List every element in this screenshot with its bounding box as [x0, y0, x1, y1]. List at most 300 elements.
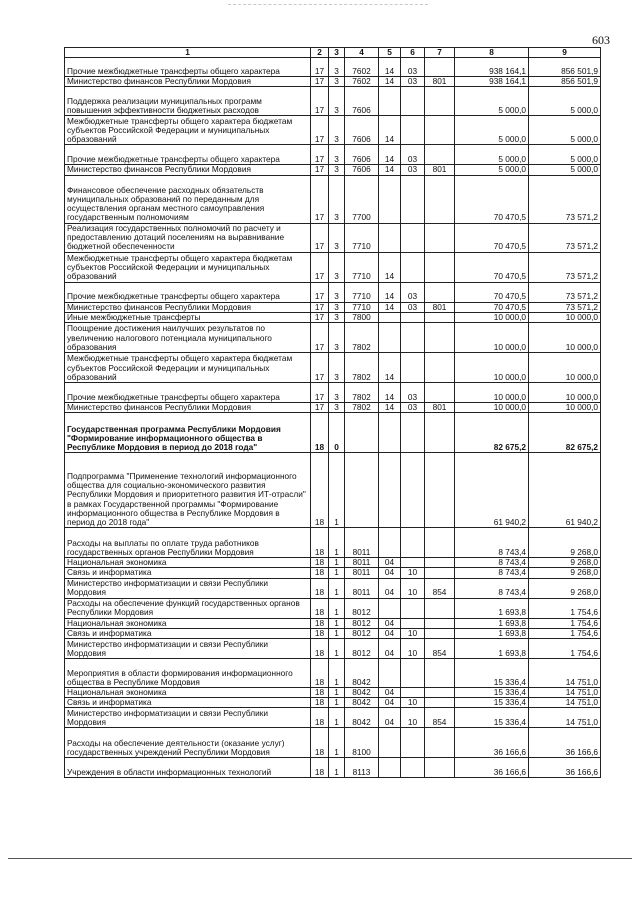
row-code-cell: 8011 — [345, 528, 379, 558]
table-row — [65, 77, 601, 87]
row-code-cell — [425, 87, 455, 116]
row-amount-cell: 61 940,2 — [529, 453, 601, 528]
header-cell: 9 — [529, 48, 601, 58]
row-code-cell — [379, 659, 401, 688]
row-code-cell — [401, 728, 425, 758]
row-amount-cell: 61 940,2 — [455, 453, 529, 528]
row-code-cell — [379, 453, 401, 528]
row-code-cell: 7710 — [345, 282, 379, 302]
table-row — [65, 558, 601, 568]
row-code-cell — [425, 312, 455, 322]
row-name-cell: Межбюджетные трансферты общего характера бюджетам субъектов Российской Федерации и муниципальных образований — [65, 252, 311, 282]
row-code-cell: 1 — [329, 728, 345, 758]
row-name-cell: Межбюджетные трансферты общего характера бюджетам субъектов Российской Федерации и муниципальных образований — [65, 353, 311, 383]
row-code-cell: 7710 — [345, 252, 379, 282]
row-name-cell: Поощрение достижения наилучших результатов по увеличению налогового потенциала муниципального образования — [65, 323, 311, 353]
row-code-cell: 8011 — [345, 578, 379, 598]
row-code-cell — [401, 175, 425, 223]
row-code-cell: 8100 — [345, 728, 379, 758]
row-code-cell: 18 — [311, 688, 329, 698]
row-code-cell: 8012 — [345, 598, 379, 618]
row-code-cell — [379, 223, 401, 252]
row-amount-cell: 73 571,2 — [529, 175, 601, 223]
table-row — [65, 708, 601, 728]
row-amount-cell: 36 166,6 — [529, 758, 601, 778]
row-amount-cell: 36 166,6 — [455, 758, 529, 778]
row-name-cell: Министерство финансов Республики Мордовия — [65, 77, 311, 87]
row-code-cell — [401, 223, 425, 252]
row-amount-cell: 70 470,5 — [455, 175, 529, 223]
row-code-cell: 18 — [311, 639, 329, 659]
row-code-cell — [379, 728, 401, 758]
row-name-cell: Национальная экономика — [65, 618, 311, 628]
row-code-cell: 18 — [311, 578, 329, 598]
row-name-cell: Прочие межбюджетные трансферты общего характера — [65, 145, 311, 165]
row-code-cell: 7802 — [345, 383, 379, 403]
row-amount-cell: 5 000,0 — [455, 116, 529, 145]
row-amount-cell: 82 675,2 — [455, 413, 529, 453]
row-code-cell: 8113 — [345, 758, 379, 778]
row-code-cell: 18 — [311, 698, 329, 708]
row-code-cell: 3 — [329, 353, 345, 383]
row-code-cell: 03 — [401, 165, 425, 175]
row-code-cell — [425, 528, 455, 558]
table-row — [65, 282, 601, 302]
row-amount-cell: 9 268,0 — [529, 578, 601, 598]
row-code-cell: 3 — [329, 175, 345, 223]
table-row — [65, 302, 601, 312]
row-code-cell: 8042 — [345, 659, 379, 688]
row-amount-cell: 70 470,5 — [455, 282, 529, 302]
row-code-cell: 14 — [379, 58, 401, 77]
header-cell: 8 — [455, 48, 529, 58]
row-code-cell: 04 — [379, 568, 401, 578]
row-code-cell — [425, 568, 455, 578]
row-amount-cell: 5 000,0 — [455, 87, 529, 116]
row-code-cell — [379, 758, 401, 778]
table-header-row — [65, 48, 601, 58]
row-code-cell: 17 — [311, 312, 329, 322]
row-name-cell: Министерство финансов Республики Мордовия — [65, 302, 311, 312]
row-code-cell: 1 — [329, 598, 345, 618]
table-row — [65, 639, 601, 659]
row-code-cell — [345, 413, 379, 453]
row-code-cell: 8012 — [345, 628, 379, 638]
row-code-cell: 7700 — [345, 175, 379, 223]
row-code-cell: 04 — [379, 698, 401, 708]
row-code-cell: 14 — [379, 403, 401, 413]
row-code-cell — [425, 413, 455, 453]
row-amount-cell: 36 166,6 — [455, 728, 529, 758]
row-code-cell — [401, 413, 425, 453]
row-code-cell: 18 — [311, 758, 329, 778]
row-code-cell — [401, 252, 425, 282]
row-code-cell: 3 — [329, 87, 345, 116]
row-amount-cell: 9 268,0 — [529, 568, 601, 578]
table-row — [65, 58, 601, 77]
row-amount-cell: 10 000,0 — [455, 353, 529, 383]
header-cell: 6 — [401, 48, 425, 58]
row-amount-cell: 10 000,0 — [529, 323, 601, 353]
row-name-cell: Расходы на обеспечение деятельности (оказание услуг) государственных учреждений Республики Мордовия — [65, 728, 311, 758]
row-amount-cell: 14 751,0 — [529, 659, 601, 688]
row-code-cell: 14 — [379, 383, 401, 403]
row-code-cell: 17 — [311, 87, 329, 116]
row-code-cell — [425, 223, 455, 252]
table-row — [65, 403, 601, 413]
header-cell: 3 — [329, 48, 345, 58]
table-row — [65, 413, 601, 453]
row-amount-cell: 10 000,0 — [455, 383, 529, 403]
row-code-cell: 17 — [311, 116, 329, 145]
row-code-cell — [425, 383, 455, 403]
row-amount-cell: 70 470,5 — [455, 223, 529, 252]
row-code-cell: 7802 — [345, 323, 379, 353]
row-code-cell: 801 — [425, 302, 455, 312]
row-name-cell: Учреждения в области информационных технологий — [65, 758, 311, 778]
row-code-cell: 1 — [329, 528, 345, 558]
row-code-cell: 04 — [379, 578, 401, 598]
row-code-cell — [401, 659, 425, 688]
row-amount-cell: 73 571,2 — [529, 252, 601, 282]
table-row — [65, 145, 601, 165]
row-name-cell: Мероприятия в области формирования информационного общества в Республике Мордовия — [65, 659, 311, 688]
row-name-cell: Иные межбюджетные трансферты — [65, 312, 311, 322]
header-cell: 7 — [425, 48, 455, 58]
row-code-cell: 17 — [311, 323, 329, 353]
table-row — [65, 312, 601, 322]
row-name-cell: Министерство информатизации и связи Республики Мордовия — [65, 708, 311, 728]
row-code-cell — [425, 282, 455, 302]
row-code-cell: 1 — [329, 639, 345, 659]
row-code-cell: 17 — [311, 223, 329, 252]
row-code-cell: 1 — [329, 558, 345, 568]
row-code-cell — [401, 116, 425, 145]
row-code-cell — [401, 353, 425, 383]
row-code-cell — [425, 58, 455, 77]
row-code-cell — [401, 618, 425, 628]
row-code-cell: 10 — [401, 568, 425, 578]
row-code-cell: 17 — [311, 77, 329, 87]
row-code-cell: 18 — [311, 453, 329, 528]
table-row — [65, 353, 601, 383]
row-code-cell — [425, 618, 455, 628]
row-amount-cell: 15 336,4 — [455, 708, 529, 728]
page-bottom-rule — [8, 858, 632, 859]
row-code-cell: 14 — [379, 353, 401, 383]
row-code-cell: 801 — [425, 165, 455, 175]
row-name-cell: Государственная программа Республики Мордовия "Формирование информационного общества в Республике Мордовия в период до 2018 года" — [65, 413, 311, 453]
table-row — [65, 87, 601, 116]
row-amount-cell: 1 754,6 — [529, 628, 601, 638]
budget-table — [64, 47, 601, 778]
row-code-cell: 14 — [379, 77, 401, 87]
row-code-cell: 18 — [311, 628, 329, 638]
row-code-cell: 8011 — [345, 558, 379, 568]
header-cell: 5 — [379, 48, 401, 58]
row-code-cell: 04 — [379, 628, 401, 638]
row-code-cell: 1 — [329, 758, 345, 778]
row-code-cell: 3 — [329, 323, 345, 353]
row-code-cell: 18 — [311, 413, 329, 453]
table-row — [65, 628, 601, 638]
row-code-cell — [401, 558, 425, 568]
table-row — [65, 223, 601, 252]
row-code-cell: 1 — [329, 628, 345, 638]
row-code-cell: 1 — [329, 618, 345, 628]
row-code-cell: 18 — [311, 558, 329, 568]
row-code-cell: 18 — [311, 528, 329, 558]
row-code-cell: 0 — [329, 413, 345, 453]
row-amount-cell: 5 000,0 — [455, 145, 529, 165]
row-code-cell — [425, 728, 455, 758]
row-amount-cell: 1 693,8 — [455, 598, 529, 618]
row-code-cell — [425, 252, 455, 282]
row-amount-cell: 8 743,4 — [455, 558, 529, 568]
row-amount-cell: 15 336,4 — [455, 688, 529, 698]
header-cell: 1 — [65, 48, 311, 58]
row-amount-cell: 1 754,6 — [529, 639, 601, 659]
row-code-cell: 854 — [425, 708, 455, 728]
row-code-cell: 8012 — [345, 639, 379, 659]
row-code-cell: 17 — [311, 302, 329, 312]
row-amount-cell: 938 164,1 — [455, 58, 529, 77]
row-code-cell: 03 — [401, 145, 425, 165]
page-number: 603 — [592, 33, 610, 47]
row-code-cell — [401, 598, 425, 618]
row-code-cell: 7602 — [345, 58, 379, 77]
row-amount-cell: 938 164,1 — [455, 77, 529, 87]
row-amount-cell: 5 000,0 — [529, 145, 601, 165]
row-code-cell: 7710 — [345, 223, 379, 252]
row-amount-cell: 5 000,0 — [529, 165, 601, 175]
table-row — [65, 528, 601, 558]
row-amount-cell: 1 693,8 — [455, 618, 529, 628]
row-amount-cell: 1 693,8 — [455, 639, 529, 659]
row-name-cell: Прочие межбюджетные трансферты общего характера — [65, 58, 311, 77]
row-name-cell: Реализация государственных полномочий по расчету и предоставлению дотаций поселениям на выравнивание бюджетной обеспеченности — [65, 223, 311, 252]
row-code-cell: 04 — [379, 618, 401, 628]
row-code-cell: 10 — [401, 698, 425, 708]
row-name-cell: Национальная экономика — [65, 688, 311, 698]
row-name-cell: Финансовое обеспечение расходных обязательств муниципальных образований по переданным для осуществления органам местного самоуправления государственным полномочиям — [65, 175, 311, 223]
row-amount-cell: 8 743,4 — [455, 578, 529, 598]
row-amount-cell: 856 501,9 — [529, 58, 601, 77]
row-amount-cell: 9 268,0 — [529, 528, 601, 558]
row-code-cell: 17 — [311, 383, 329, 403]
row-code-cell: 18 — [311, 659, 329, 688]
row-amount-cell: 36 166,6 — [529, 728, 601, 758]
row-code-cell: 3 — [329, 145, 345, 165]
row-code-cell — [379, 598, 401, 618]
row-code-cell: 04 — [379, 708, 401, 728]
table-row — [65, 383, 601, 403]
row-code-cell: 3 — [329, 282, 345, 302]
row-code-cell: 3 — [329, 312, 345, 322]
table-row — [65, 728, 601, 758]
row-amount-cell: 1 754,6 — [529, 598, 601, 618]
row-amount-cell: 10 000,0 — [455, 403, 529, 413]
row-amount-cell: 10 000,0 — [455, 312, 529, 322]
row-code-cell: 8012 — [345, 618, 379, 628]
row-code-cell: 18 — [311, 708, 329, 728]
row-name-cell: Межбюджетные трансферты общего характера бюджетам субъектов Российской Федерации и муниципальных образований — [65, 116, 311, 145]
row-code-cell: 17 — [311, 282, 329, 302]
row-name-cell: Национальная экономика — [65, 558, 311, 568]
row-name-cell: Прочие межбюджетные трансферты общего характера — [65, 282, 311, 302]
row-code-cell: 17 — [311, 165, 329, 175]
row-code-cell: 03 — [401, 282, 425, 302]
table-row — [65, 618, 601, 628]
row-name-cell: Подпрограмма "Применение технологий информационного общества для социально-экономического развития Республики Мордовия и приоритетного развития ИТ-отрасли" в рамках Государственной программы "Формирование информационного общества в Республике Мордовия в период до 2018 года" — [65, 453, 311, 528]
row-code-cell — [425, 323, 455, 353]
row-code-cell: 03 — [401, 403, 425, 413]
row-amount-cell: 15 336,4 — [455, 659, 529, 688]
row-amount-cell: 73 571,2 — [529, 302, 601, 312]
row-code-cell — [345, 453, 379, 528]
row-code-cell: 7606 — [345, 145, 379, 165]
table-row — [65, 578, 601, 598]
row-amount-cell: 10 000,0 — [529, 353, 601, 383]
row-name-cell: Министерство финансов Республики Мордовия — [65, 403, 311, 413]
row-code-cell: 3 — [329, 403, 345, 413]
row-code-cell: 7800 — [345, 312, 379, 322]
row-amount-cell: 73 571,2 — [529, 282, 601, 302]
row-code-cell: 8042 — [345, 708, 379, 728]
header-cell: 4 — [345, 48, 379, 58]
row-amount-cell: 10 000,0 — [529, 312, 601, 322]
row-amount-cell: 5 000,0 — [529, 116, 601, 145]
row-code-cell: 7802 — [345, 403, 379, 413]
table-row — [65, 165, 601, 175]
row-code-cell: 7802 — [345, 353, 379, 383]
table-row — [65, 688, 601, 698]
row-amount-cell: 8 743,4 — [455, 568, 529, 578]
row-code-cell: 3 — [329, 58, 345, 77]
row-code-cell: 17 — [311, 252, 329, 282]
row-code-cell: 17 — [311, 58, 329, 77]
row-code-cell — [401, 688, 425, 698]
row-code-cell: 3 — [329, 302, 345, 312]
row-amount-cell: 5 000,0 — [529, 87, 601, 116]
table-row — [65, 698, 601, 708]
row-code-cell: 801 — [425, 403, 455, 413]
row-code-cell: 04 — [379, 558, 401, 568]
row-code-cell — [425, 175, 455, 223]
row-name-cell: Поддержка реализации муниципальных программ повышения эффективности бюджетных расходов — [65, 87, 311, 116]
table-row — [65, 659, 601, 688]
row-code-cell — [401, 758, 425, 778]
row-code-cell: 14 — [379, 282, 401, 302]
row-code-cell: 1 — [329, 578, 345, 598]
row-code-cell: 3 — [329, 383, 345, 403]
row-amount-cell: 10 000,0 — [529, 403, 601, 413]
row-code-cell: 18 — [311, 618, 329, 628]
row-amount-cell: 15 336,4 — [455, 698, 529, 708]
table-row — [65, 598, 601, 618]
row-amount-cell: 14 751,0 — [529, 698, 601, 708]
row-amount-cell: 1 693,8 — [455, 628, 529, 638]
table-row — [65, 568, 601, 578]
row-code-cell — [425, 353, 455, 383]
row-code-cell: 8011 — [345, 568, 379, 578]
row-name-cell: Министерство финансов Республики Мордовия — [65, 165, 311, 175]
row-amount-cell: 82 675,2 — [529, 413, 601, 453]
row-name-cell: Связь и информатика — [65, 698, 311, 708]
row-code-cell: 7602 — [345, 77, 379, 87]
row-amount-cell: 856 501,9 — [529, 77, 601, 87]
row-code-cell: 10 — [401, 708, 425, 728]
row-code-cell: 14 — [379, 165, 401, 175]
row-code-cell — [379, 528, 401, 558]
table-row — [65, 453, 601, 528]
row-code-cell: 03 — [401, 302, 425, 312]
row-code-cell: 8042 — [345, 698, 379, 708]
row-amount-cell: 1 754,6 — [529, 618, 601, 628]
row-code-cell: 10 — [401, 578, 425, 598]
table-body — [65, 58, 601, 778]
row-code-cell — [379, 175, 401, 223]
row-code-cell — [425, 116, 455, 145]
scan-top-artifact — [228, 4, 428, 5]
table-row — [65, 116, 601, 145]
row-code-cell: 854 — [425, 578, 455, 598]
row-code-cell: 14 — [379, 145, 401, 165]
row-code-cell — [425, 758, 455, 778]
row-code-cell: 03 — [401, 58, 425, 77]
row-name-cell: Связь и информатика — [65, 568, 311, 578]
row-code-cell: 1 — [329, 568, 345, 578]
table-row — [65, 252, 601, 282]
row-code-cell — [425, 628, 455, 638]
row-code-cell: 17 — [311, 353, 329, 383]
row-amount-cell: 73 571,2 — [529, 223, 601, 252]
row-code-cell: 03 — [401, 383, 425, 403]
row-code-cell: 854 — [425, 639, 455, 659]
header-cell: 2 — [311, 48, 329, 58]
row-code-cell: 17 — [311, 175, 329, 223]
row-code-cell: 03 — [401, 77, 425, 87]
row-code-cell — [379, 312, 401, 322]
row-code-cell — [379, 323, 401, 353]
row-code-cell — [425, 659, 455, 688]
row-amount-cell: 14 751,0 — [529, 708, 601, 728]
row-code-cell: 18 — [311, 728, 329, 758]
row-code-cell: 7606 — [345, 87, 379, 116]
row-code-cell: 3 — [329, 165, 345, 175]
row-amount-cell: 8 743,4 — [455, 528, 529, 558]
row-code-cell: 17 — [311, 145, 329, 165]
row-code-cell: 14 — [379, 252, 401, 282]
row-code-cell: 1 — [329, 708, 345, 728]
row-code-cell: 1 — [329, 453, 345, 528]
row-name-cell: Связь и информатика — [65, 628, 311, 638]
row-code-cell: 1 — [329, 659, 345, 688]
table-row — [65, 175, 601, 223]
row-name-cell: Расходы на выплаты по оплате труда работников государственных органов Республики Мордовия — [65, 528, 311, 558]
row-code-cell: 7606 — [345, 165, 379, 175]
row-code-cell: 8042 — [345, 688, 379, 698]
row-code-cell — [425, 453, 455, 528]
row-code-cell: 1 — [329, 698, 345, 708]
row-code-cell: 10 — [401, 639, 425, 659]
row-code-cell: 18 — [311, 598, 329, 618]
row-name-cell: Прочие межбюджетные трансферты общего характера — [65, 383, 311, 403]
row-code-cell — [425, 145, 455, 165]
row-name-cell: Расходы на обеспечение функций государственных органов Республики Мордовия — [65, 598, 311, 618]
row-code-cell: 7606 — [345, 116, 379, 145]
row-code-cell: 801 — [425, 77, 455, 87]
